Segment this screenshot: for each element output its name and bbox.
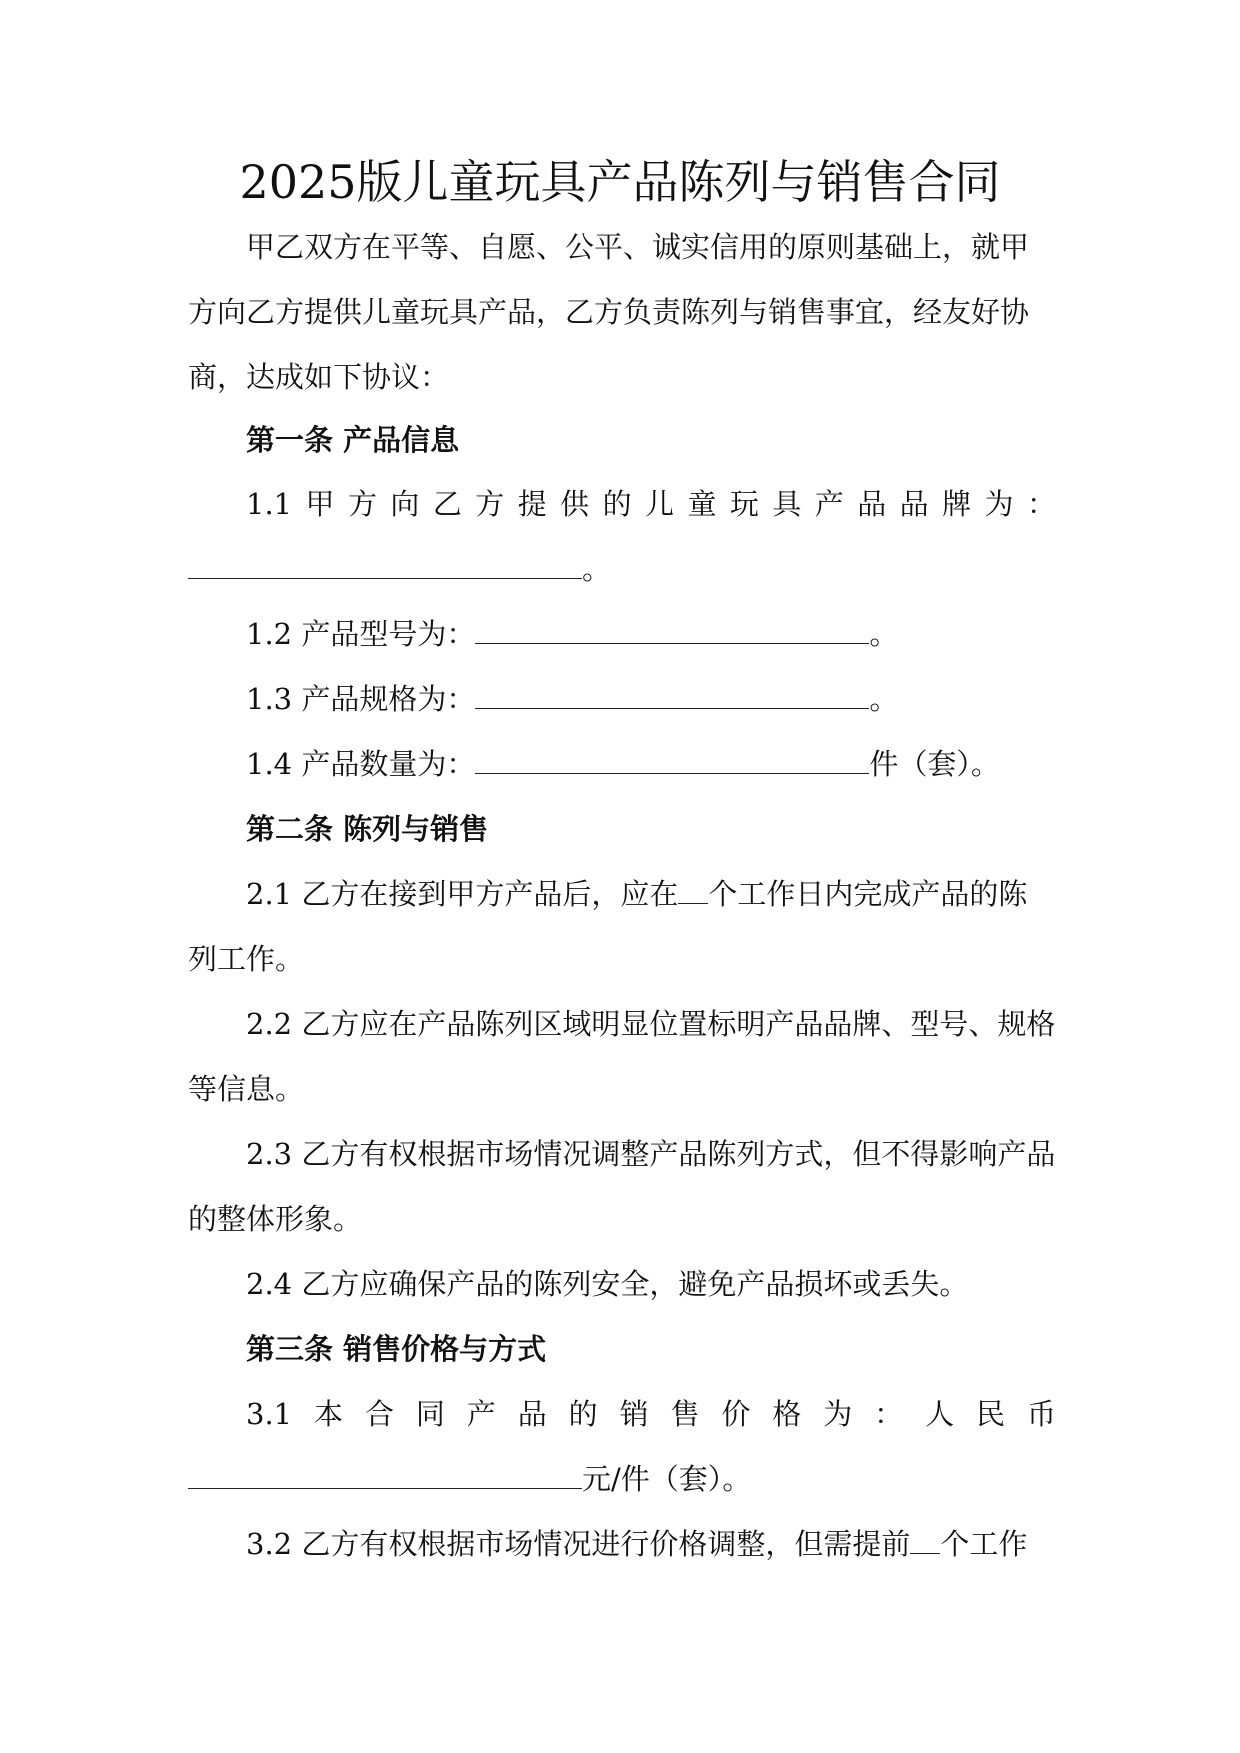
article3.c3_1_chars-char: 同 bbox=[415, 1397, 445, 1431]
clause-3-2-pre: 3.2 乙方有权根据市场情况进行价格调整，但需提前 bbox=[246, 1527, 911, 1561]
spec-blank[interactable] bbox=[475, 688, 869, 709]
clause-3-1-end: 元/件（套）。 bbox=[582, 1462, 752, 1496]
clause-1-3-label: 1.3 产品规格为： bbox=[246, 682, 476, 716]
clause-2-1 bbox=[188, 862, 1056, 992]
article1.c1_1_chars-char: 的 bbox=[602, 487, 632, 521]
article1.c1_1_chars-char: 玩 bbox=[729, 487, 759, 521]
article3.c3_1_chars-char: 本 bbox=[314, 1397, 344, 1431]
model-blank[interactable] bbox=[475, 623, 869, 644]
article3.c3_1_chars-char: ： bbox=[874, 1397, 904, 1431]
article3.c3_1_chars-char: 币 bbox=[1026, 1397, 1056, 1431]
article1.c1_1_chars-char: 方 bbox=[475, 487, 505, 521]
clause-3-2-post: 个工作 bbox=[940, 1527, 1028, 1561]
document-title: 2025版儿童玩具产品陈列与销售合同 bbox=[239, 155, 1001, 209]
price-blank[interactable] bbox=[188, 1468, 582, 1489]
article1.c1_1_chars-char: ： bbox=[1026, 487, 1056, 521]
article1.c1_1_chars-char: 提 bbox=[517, 487, 547, 521]
clause-1-2 bbox=[246, 602, 898, 667]
article1.c1_1_chars-char: 方 bbox=[347, 487, 377, 521]
article3.c3_1_chars-char: 合 bbox=[364, 1397, 394, 1431]
clause-1-3 bbox=[246, 667, 898, 732]
article3.c3_1_chars-char: 价 bbox=[721, 1397, 751, 1431]
article3.c3_1_chars-char: 3.1 bbox=[246, 1397, 293, 1431]
clause-2-1-pre: 2.1 乙方在接到甲方产品后，应在 bbox=[246, 877, 679, 911]
clause-2-3: 2.3 乙方有权根据市场情况调整产品陈列方式，但不得影响产品的整体形象。 bbox=[188, 1137, 1056, 1236]
clause-3-1-blank-line bbox=[188, 1447, 751, 1512]
days-blank[interactable] bbox=[678, 883, 708, 904]
article1.c1_1_chars-char: 向 bbox=[390, 487, 420, 521]
article3.c3_1_chars-char: 产 bbox=[466, 1397, 496, 1431]
clause-1-3-end: 。 bbox=[869, 682, 899, 716]
article1.c1_1_chars-char: 供 bbox=[560, 487, 590, 521]
clause-3-2 bbox=[246, 1512, 1027, 1577]
article1.c1_1_chars-char: 产 bbox=[814, 487, 844, 521]
clause-1-1 bbox=[246, 472, 1056, 537]
article-2-heading: 第二条 陈列与销售 bbox=[246, 812, 489, 846]
article3.c3_1_chars-char: 人 bbox=[925, 1397, 955, 1431]
article1.c1_1_chars-char: 品 bbox=[899, 487, 929, 521]
article3.c3_1_chars-char: 销 bbox=[619, 1397, 649, 1431]
article1.c1_1_chars-char: 1.1 bbox=[246, 487, 293, 521]
article3.c3_1_chars-char: 格 bbox=[772, 1397, 802, 1431]
clause-2-4: 2.4 乙方应确保产品的陈列安全，避免产品损坏或丢失。 bbox=[246, 1267, 969, 1301]
article3.c3_1_chars-char: 民 bbox=[976, 1397, 1006, 1431]
notice-days-blank[interactable] bbox=[910, 1533, 940, 1554]
intro-paragraph: 甲乙双方在平等、自愿、公平、诚实信用的原则基础上，就甲方向乙方提供儿童玩具产品，乙方负责陈列与销售事宜，经友好协商，达成如下协议： bbox=[188, 230, 1030, 394]
article1.c1_1_chars-char: 甲 bbox=[305, 487, 335, 521]
clause-1-2-label: 1.2 产品型号为： bbox=[246, 617, 476, 651]
article1.c1_1_chars-char: 儿 bbox=[645, 487, 675, 521]
article1.c1_1_chars-char: 童 bbox=[687, 487, 717, 521]
brand-blank[interactable] bbox=[188, 558, 582, 579]
article3.c3_1_chars-char: 为 bbox=[823, 1397, 853, 1431]
clause-3-1 bbox=[246, 1382, 1056, 1447]
quantity-blank[interactable] bbox=[475, 753, 869, 774]
clause-1-1-blank-line bbox=[188, 537, 611, 602]
article1.c1_1_chars-char: 牌 bbox=[942, 487, 972, 521]
article3.c3_1_chars-char: 的 bbox=[568, 1397, 598, 1431]
clause-1-4 bbox=[246, 732, 1000, 797]
article-3-heading: 第三条 销售价格与方式 bbox=[246, 1332, 547, 1366]
article3.c3_1_chars-char: 售 bbox=[670, 1397, 700, 1431]
clause-1-4-label: 1.4 产品数量为： bbox=[246, 747, 476, 781]
article1.c1_1_chars-char: 为 bbox=[984, 487, 1014, 521]
article1.c1_1_chars-char: 具 bbox=[772, 487, 802, 521]
article1.c1_1_chars-char: 品 bbox=[857, 487, 887, 521]
clause-2-2: 2.2 乙方应在产品陈列区域明显位置标明产品品牌、型号、规格等信息。 bbox=[188, 1007, 1056, 1106]
article3.c3_1_chars-char: 品 bbox=[517, 1397, 547, 1431]
clause-1-2-end: 。 bbox=[869, 617, 899, 651]
clause-1-1-end: 。 bbox=[582, 552, 612, 586]
clause-1-4-end: 件（套）。 bbox=[869, 747, 1000, 781]
clause-2-1-post: 个工作日内完成产品的陈列工作。 bbox=[188, 877, 1028, 976]
article1.c1_1_chars-char: 乙 bbox=[432, 487, 462, 521]
article-1-heading: 第一条 产品信息 bbox=[246, 423, 460, 457]
